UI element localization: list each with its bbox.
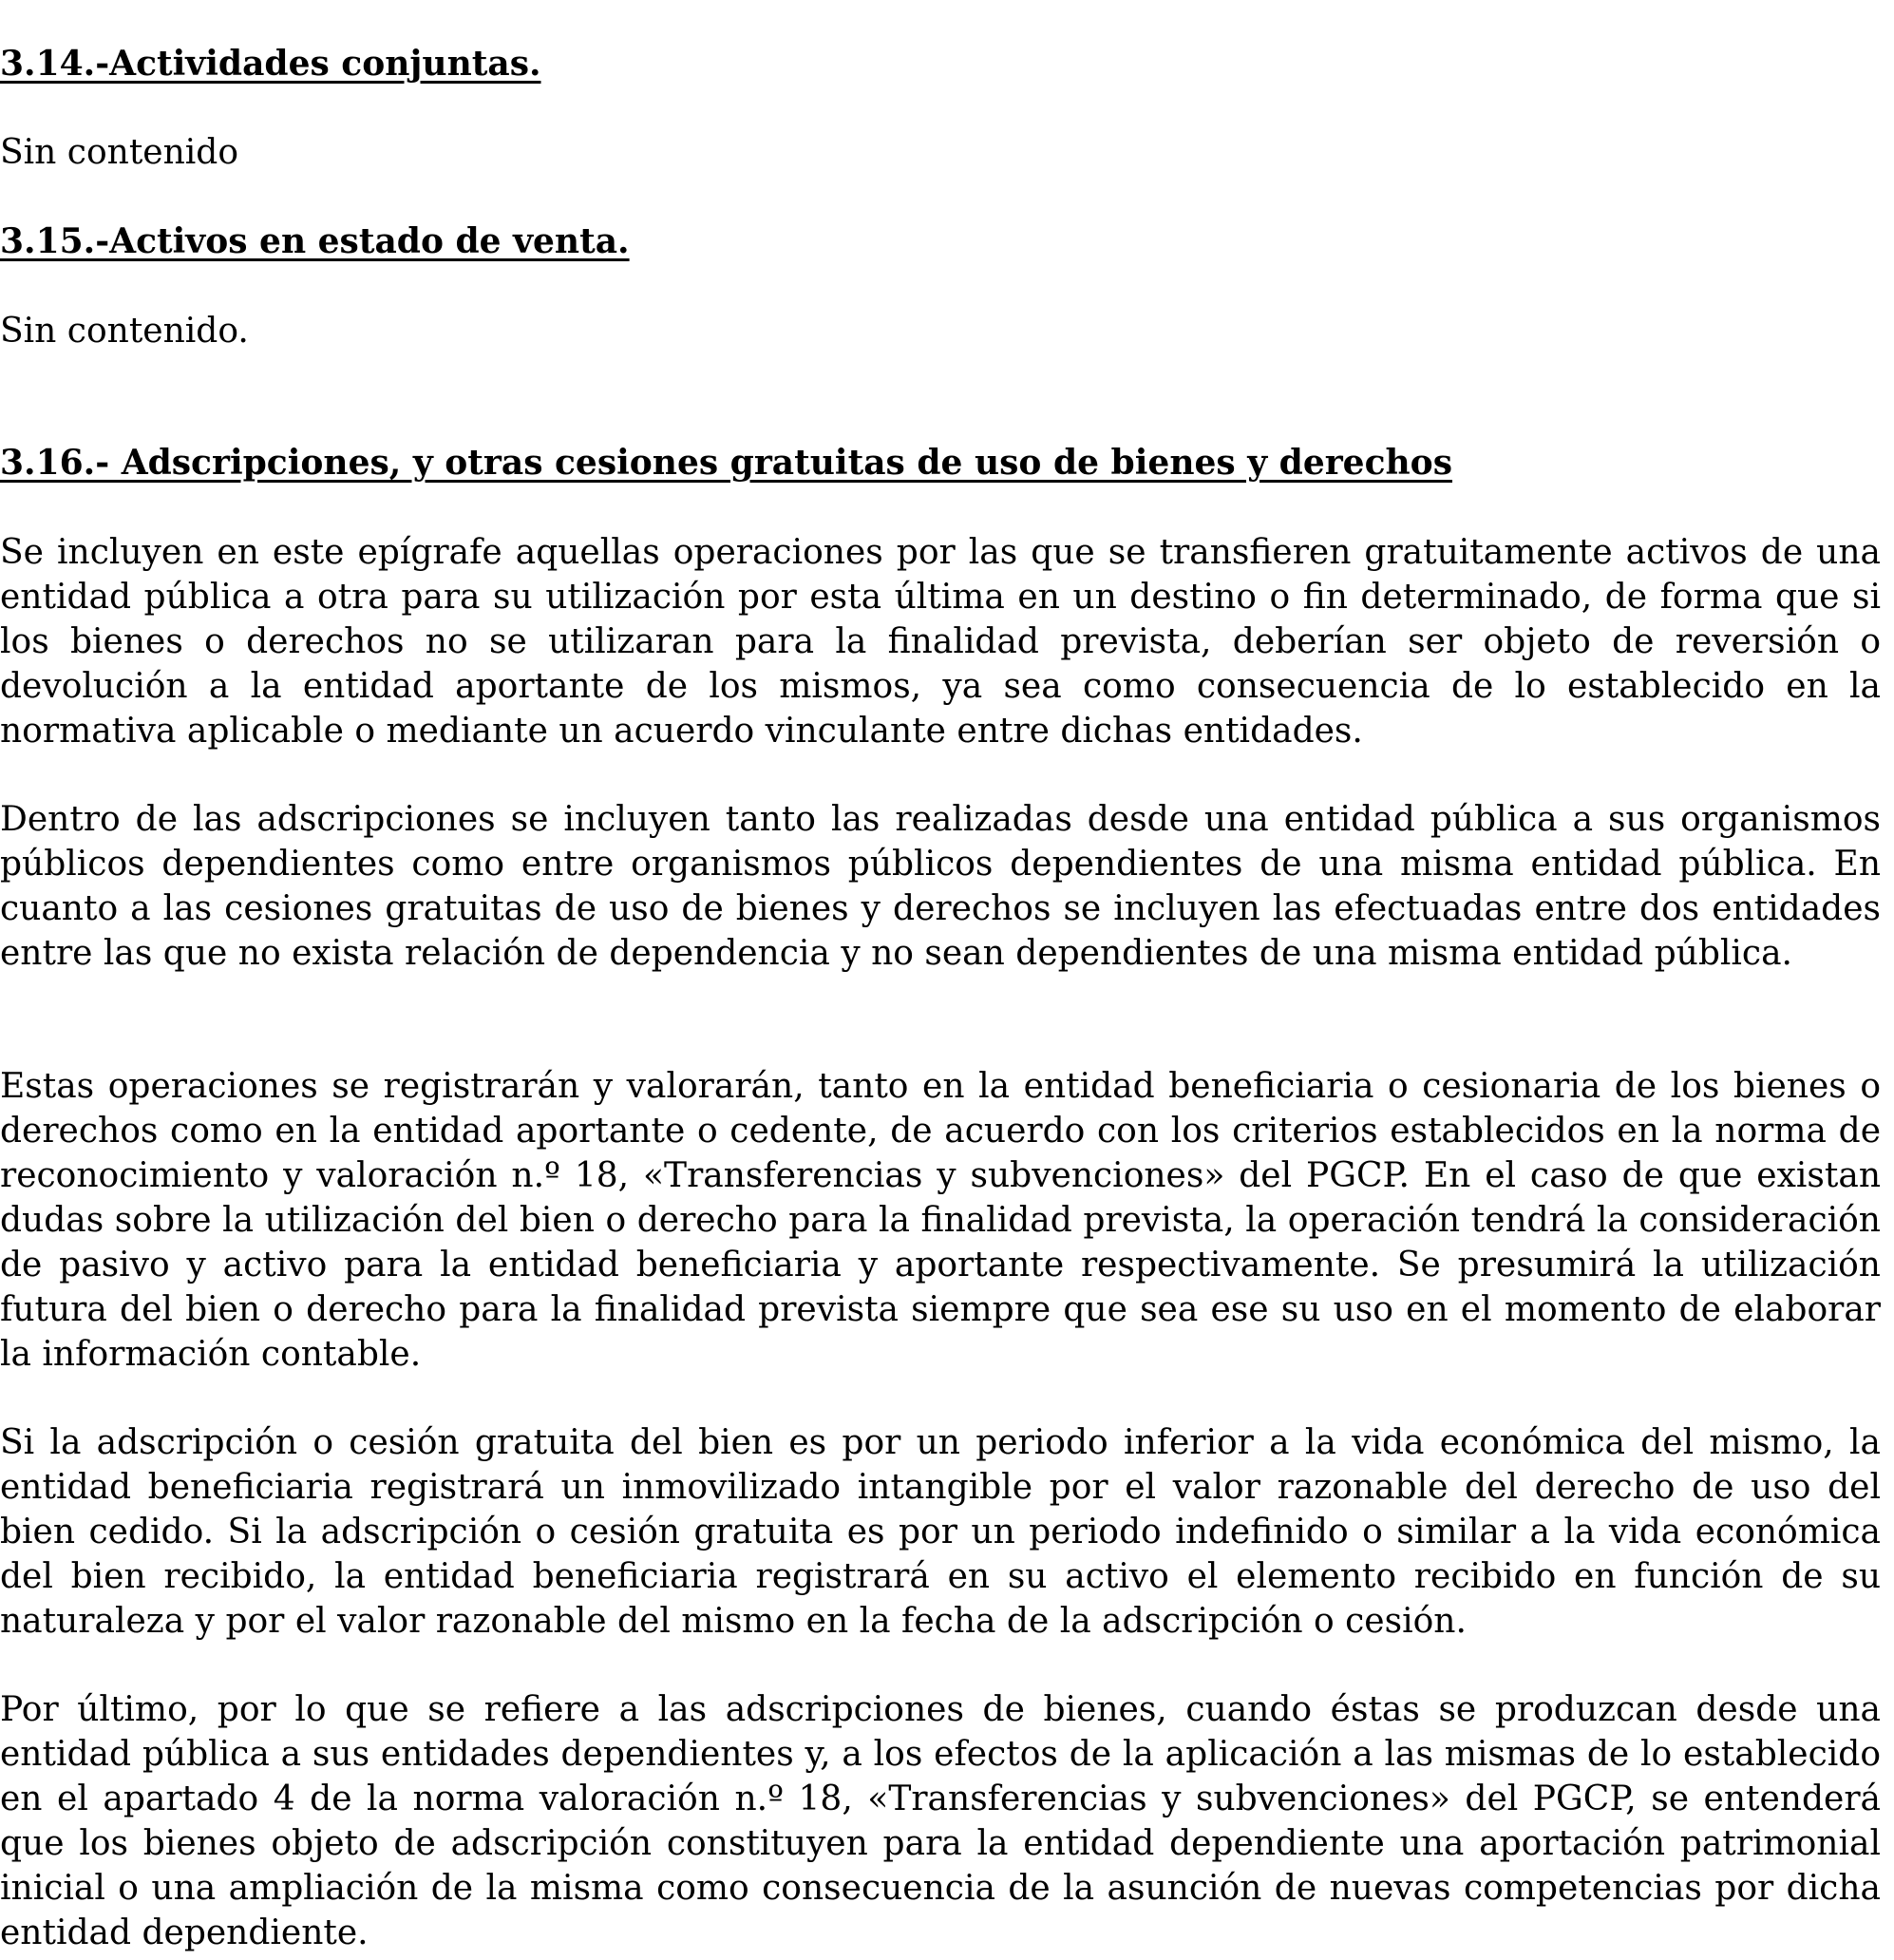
section-body-3-14: Sin contenido <box>0 133 239 172</box>
paragraph: Estas operaciones se registrarán y valorarán, tanto en la entidad beneficiaria o cesionaria de los bienes o derechos como en la entidad aportante o cedente, de acuerdo con los criterios establecidos en la norma de reconocimiento y valoración n.º 18, «Transferencias y subvenciones» del PGCP. En el caso de que existan dudas sobre la utilización del bien o derecho para la finalidad prevista, la operación tendrá la consideración de pasivo y activo para la entidad beneficiaria y aportante respectivamente. Se presumirá la utilización futura del bien o derecho para la finalidad prevista siempre que sea ese su uso en el momento de elaborar la información contable. <box>0 1067 1881 1374</box>
section-heading-3-16: 3.16.- Adscripciones, y otras cesiones gratuitas de uso de bienes y derechos <box>0 443 1452 483</box>
section-body-3-15: Sin contenido. <box>0 312 249 351</box>
section-heading-3-15: 3.15.-Activos en estado de venta. <box>0 221 630 261</box>
paragraph: Por último, por lo que se refiere a las adscripciones de bienes, cuando éstas se produzcan desde una entidad pública a sus entidades dependientes y, a los efectos de la aplicación a las mismas de lo establecido en el apartado 4 de la norma valoración n.º 18, «Transferencias y subvenciones» del PGCP, se entenderá que los bienes objeto de adscripción constituyen para la entidad dependiente una aportación patrimonial inicial o una ampliación de la misma como consecuencia de la asunción de nuevas competencias por dicha entidad dependiente. <box>0 1690 1881 1952</box>
paragraph: Dentro de las adscripciones se incluyen tanto las realizadas desde una entidad pública a sus organismos públicos dependientes como entre organismos públicos dependientes de una misma entidad pública. En cuanto a las cesiones gratuitas de uso de bienes y derechos se incluyen las efectuadas entre dos entidades entre las que no exista relación de dependencia y no sean dependientes de una misma entidad pública. <box>0 800 1881 973</box>
paragraph: Si la adscripción o cesión gratuita del bien es por un periodo inferior a la vida económica del mismo, la entidad beneficiaria registrará un inmovilizado intangible por el valor razonable del derecho de uso del bien cedido. Si la adscripción o cesión gratuita es por un periodo indefinido o similar a la vida económica del bien recibido, la entidad beneficiaria registrará en su activo el elemento recibido en función de su naturaleza y por el valor razonable del mismo en la fecha de la adscripción o cesión. <box>0 1423 1881 1641</box>
section-heading-3-14: 3.14.-Actividades conjuntas. <box>0 44 541 84</box>
paragraph: Se incluyen en este epígrafe aquellas operaciones por las que se transfieren gratuitamente activos de una entidad pública a otra para su utilización por esta última en un destino o fin determinado, de forma que si los bienes o derechos no se utilizaran para la finalidad prevista, deberían ser objeto de reversión o devolución a la entidad aportante de los mismos, ya sea como consecuencia de lo establecido en la normativa aplicable o mediante un acuerdo vinculante entre dichas entidades. <box>0 533 1881 751</box>
